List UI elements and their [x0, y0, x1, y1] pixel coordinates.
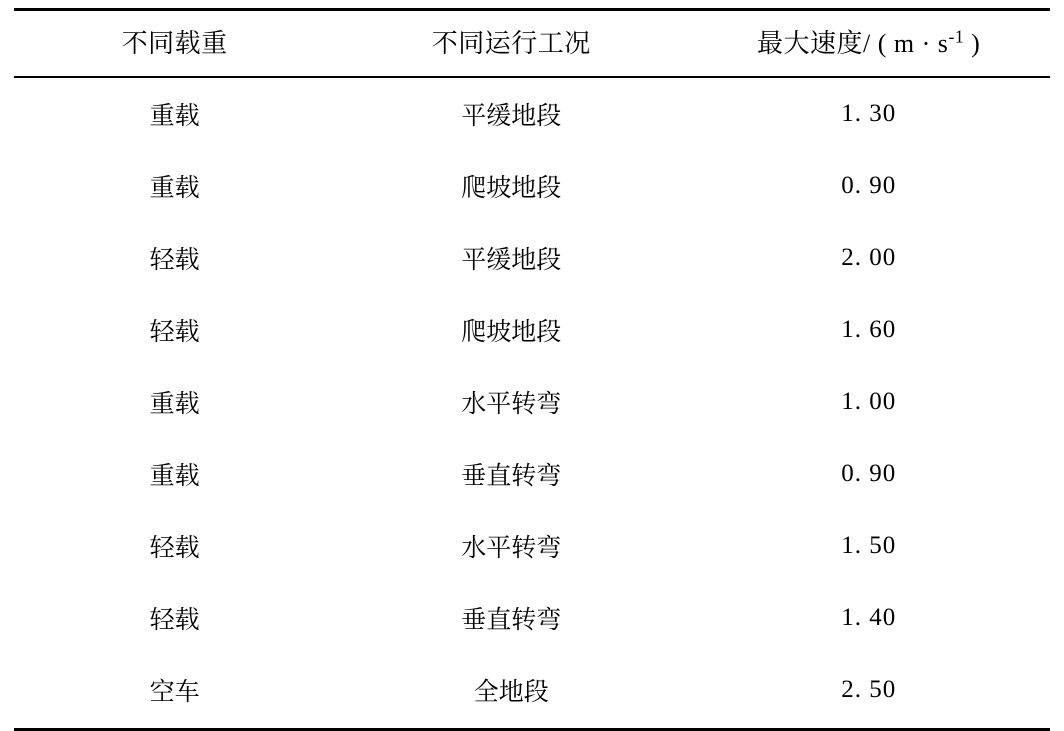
column-header-max-speed	[687, 10, 1050, 78]
cell-condition: 水平转弯	[461, 535, 562, 562]
cell-load: 轻载	[149, 247, 200, 274]
cell-condition: 水平转弯	[461, 391, 562, 418]
cell-load: 轻载	[149, 319, 200, 346]
cell-condition: 爬坡地段	[461, 175, 562, 202]
cell-condition: 垂直转弯	[461, 463, 562, 490]
table-row	[14, 438, 1050, 510]
cell-max-speed: 2. 00	[841, 244, 897, 271]
table-container	[0, 8, 1064, 706]
table-row	[14, 510, 1050, 582]
cell-load: 重载	[149, 463, 200, 490]
table-row	[14, 222, 1050, 294]
cell-condition: 全地段	[335, 654, 687, 730]
cell-load: 重载	[149, 175, 200, 202]
cell-max-speed: 1. 60	[841, 316, 897, 343]
cell-max-speed: 0. 90	[841, 460, 897, 487]
table-row	[14, 654, 1050, 730]
cell-load: 空车	[14, 654, 335, 730]
cell-condition: 平缓地段	[461, 103, 562, 130]
cell-load: 重载	[149, 391, 200, 418]
table-row	[14, 582, 1050, 654]
column-header-max-speed-text: 最大速度/ ( m · s	[757, 29, 949, 58]
column-header-condition: 不同运行工况	[335, 10, 687, 78]
table-row	[14, 294, 1050, 366]
unit-close-paren: )	[964, 29, 981, 58]
table-body	[14, 77, 1050, 730]
table-row	[14, 77, 1050, 150]
cell-max-speed: 1. 00	[841, 388, 897, 415]
cell-condition: 垂直转弯	[461, 607, 562, 634]
cell-max-speed: 1. 50	[841, 532, 897, 559]
unit-exponent: -1	[948, 26, 965, 47]
table-row	[14, 366, 1050, 438]
cell-max-speed: 1. 40	[841, 604, 897, 631]
column-header-load: 不同载重	[14, 10, 335, 78]
cell-load: 重载	[149, 103, 200, 130]
header-row	[14, 10, 1050, 78]
cell-condition: 爬坡地段	[461, 319, 562, 346]
speed-parameters-table	[14, 8, 1050, 731]
cell-max-speed: 0. 90	[841, 172, 897, 199]
table-header	[14, 10, 1050, 78]
cell-load: 轻载	[149, 607, 200, 634]
cell-max-speed: 2. 50	[687, 654, 1050, 730]
cell-load: 轻载	[149, 535, 200, 562]
cell-condition: 平缓地段	[461, 247, 562, 274]
cell-max-speed: 1. 30	[841, 100, 897, 127]
table-row	[14, 150, 1050, 222]
